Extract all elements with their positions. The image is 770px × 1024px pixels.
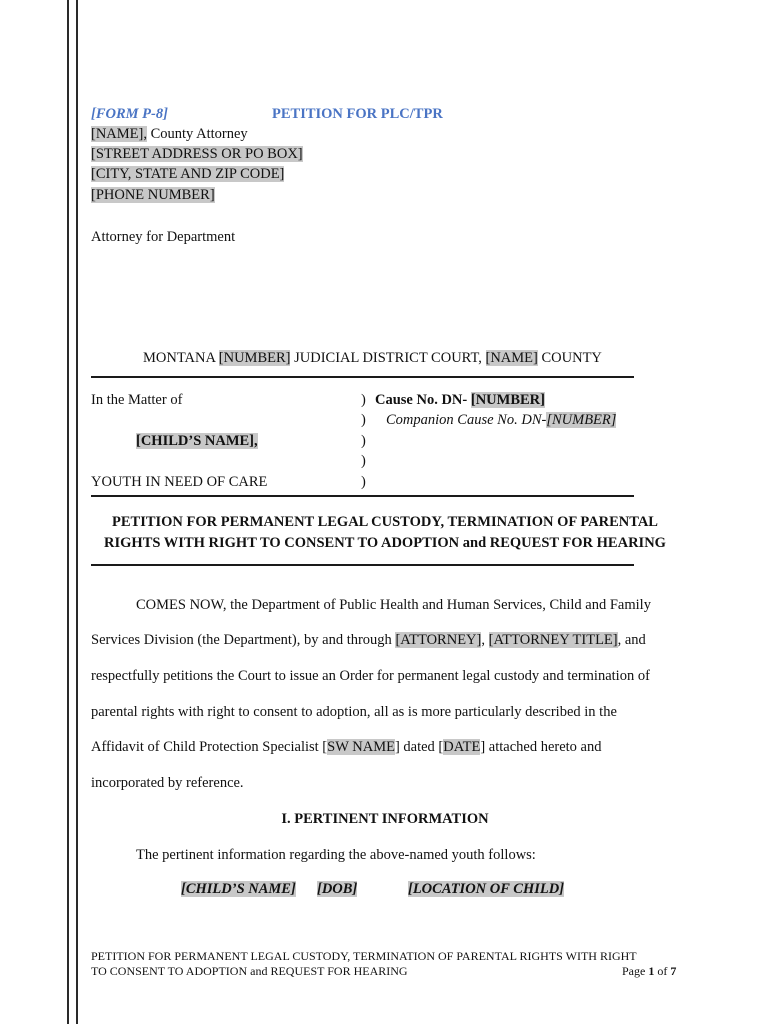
- location-column[interactable]: [LOCATION OF CHILD]: [408, 881, 565, 897]
- petition-title-line1: PETITION FOR PERMANENT LEGAL CUSTODY, TERMINATION OF PARENTAL: [112, 514, 658, 530]
- phone-line: [91, 187, 215, 204]
- companion-number-field[interactable]: [NUMBER]: [546, 412, 617, 428]
- street-line: [91, 146, 303, 163]
- child-name-field[interactable]: [CHILD’S NAME],: [136, 433, 258, 449]
- dob-column[interactable]: [DOB]: [317, 881, 358, 897]
- date-field[interactable]: DATE: [443, 739, 481, 755]
- phone-field[interactable]: [PHONE NUMBER]: [91, 187, 215, 203]
- caption-paren: ): [361, 474, 366, 490]
- court-heading: MONTANA [NUMBER] JUDICIAL DISTRICT COURT, [NAME] COUNTY: [143, 350, 602, 366]
- street-field[interactable]: [STREET ADDRESS OR PO BOX]: [91, 146, 303, 162]
- caption-bottom-rule: [91, 495, 634, 497]
- caption-paren: ): [361, 433, 366, 449]
- caption-paren: ): [361, 453, 366, 469]
- child-name-column[interactable]: [CHILD’S NAME]: [181, 881, 296, 897]
- name-field[interactable]: [NAME],: [91, 126, 147, 142]
- sw-name-field[interactable]: SW NAME: [327, 739, 395, 755]
- body-line-3: respectfully petitions the Court to issue an Order for permanent legal custody and termination of: [91, 668, 650, 684]
- petition-title-line2: RIGHTS WITH RIGHT TO CONSENT TO ADOPTION and REQUEST FOR HEARING: [104, 535, 666, 551]
- caption-top-rule: [91, 376, 634, 378]
- attorney-for-label: Attorney for Department: [91, 229, 236, 245]
- caption-paren: ): [361, 392, 366, 408]
- cause-number-field[interactable]: [NUMBER]: [470, 392, 545, 408]
- page-indicator: Page 1 of 7: [622, 964, 677, 978]
- section-heading: I. PERTINENT INFORMATION: [281, 811, 489, 827]
- left-margin-line-outer: [67, 0, 69, 1024]
- cause-number: Cause No. DN- [NUMBER]: [375, 392, 545, 408]
- caption-paren: ): [361, 412, 366, 428]
- section-intro: The pertinent information regarding the above-named youth follows:: [136, 847, 536, 863]
- attorney-name-line: [91, 126, 248, 143]
- district-number-field[interactable]: [NUMBER]: [218, 350, 291, 366]
- form-code: [FORM P-8]: [91, 106, 168, 122]
- footer-line-1: PETITION FOR PERMANENT LEGAL CUSTODY, TERMINATION OF PARENTAL RIGHTS WITH RIGHT: [91, 949, 637, 963]
- in-matter-label: In the Matter of: [91, 392, 183, 408]
- footer-line-2: TO CONSENT TO ADOPTION and REQUEST FOR HEARING: [91, 964, 408, 978]
- body-line-1: COMES NOW, the Department of Public Health and Human Services, Child and Family: [136, 597, 651, 613]
- youth-label: YOUTH IN NEED OF CARE: [91, 474, 268, 490]
- title-bottom-rule: [91, 564, 634, 566]
- left-margin-line-inner: [76, 0, 78, 1024]
- city-field[interactable]: [CITY, STATE AND ZIP CODE]: [91, 166, 285, 182]
- companion-cause-number: Companion Cause No. DN-[NUMBER]: [386, 412, 617, 428]
- page-number: 1: [648, 964, 655, 978]
- county-attorney-label: County Attorney: [146, 126, 248, 142]
- body-line-6: incorporated by reference.: [91, 775, 244, 791]
- attorney-field[interactable]: [ATTORNEY]: [395, 632, 482, 648]
- page-total: 7: [670, 964, 677, 978]
- county-name-field[interactable]: [NAME]: [485, 350, 538, 366]
- body-line-5: Affidavit of Child Protection Specialist [SW NAME] dated [DATE] attached hereto and: [91, 739, 602, 755]
- body-line-4: parental rights with right to consent to adoption, all as is more particularly described in the: [91, 704, 617, 720]
- form-title: PETITION FOR PLC/TPR: [272, 106, 443, 122]
- body-line-2: Services Division (the Department), by and through [ATTORNEY], [ATTORNEY TITLE], and: [91, 632, 646, 648]
- city-line: [91, 166, 284, 183]
- attorney-title-field[interactable]: [ATTORNEY TITLE]: [488, 632, 618, 648]
